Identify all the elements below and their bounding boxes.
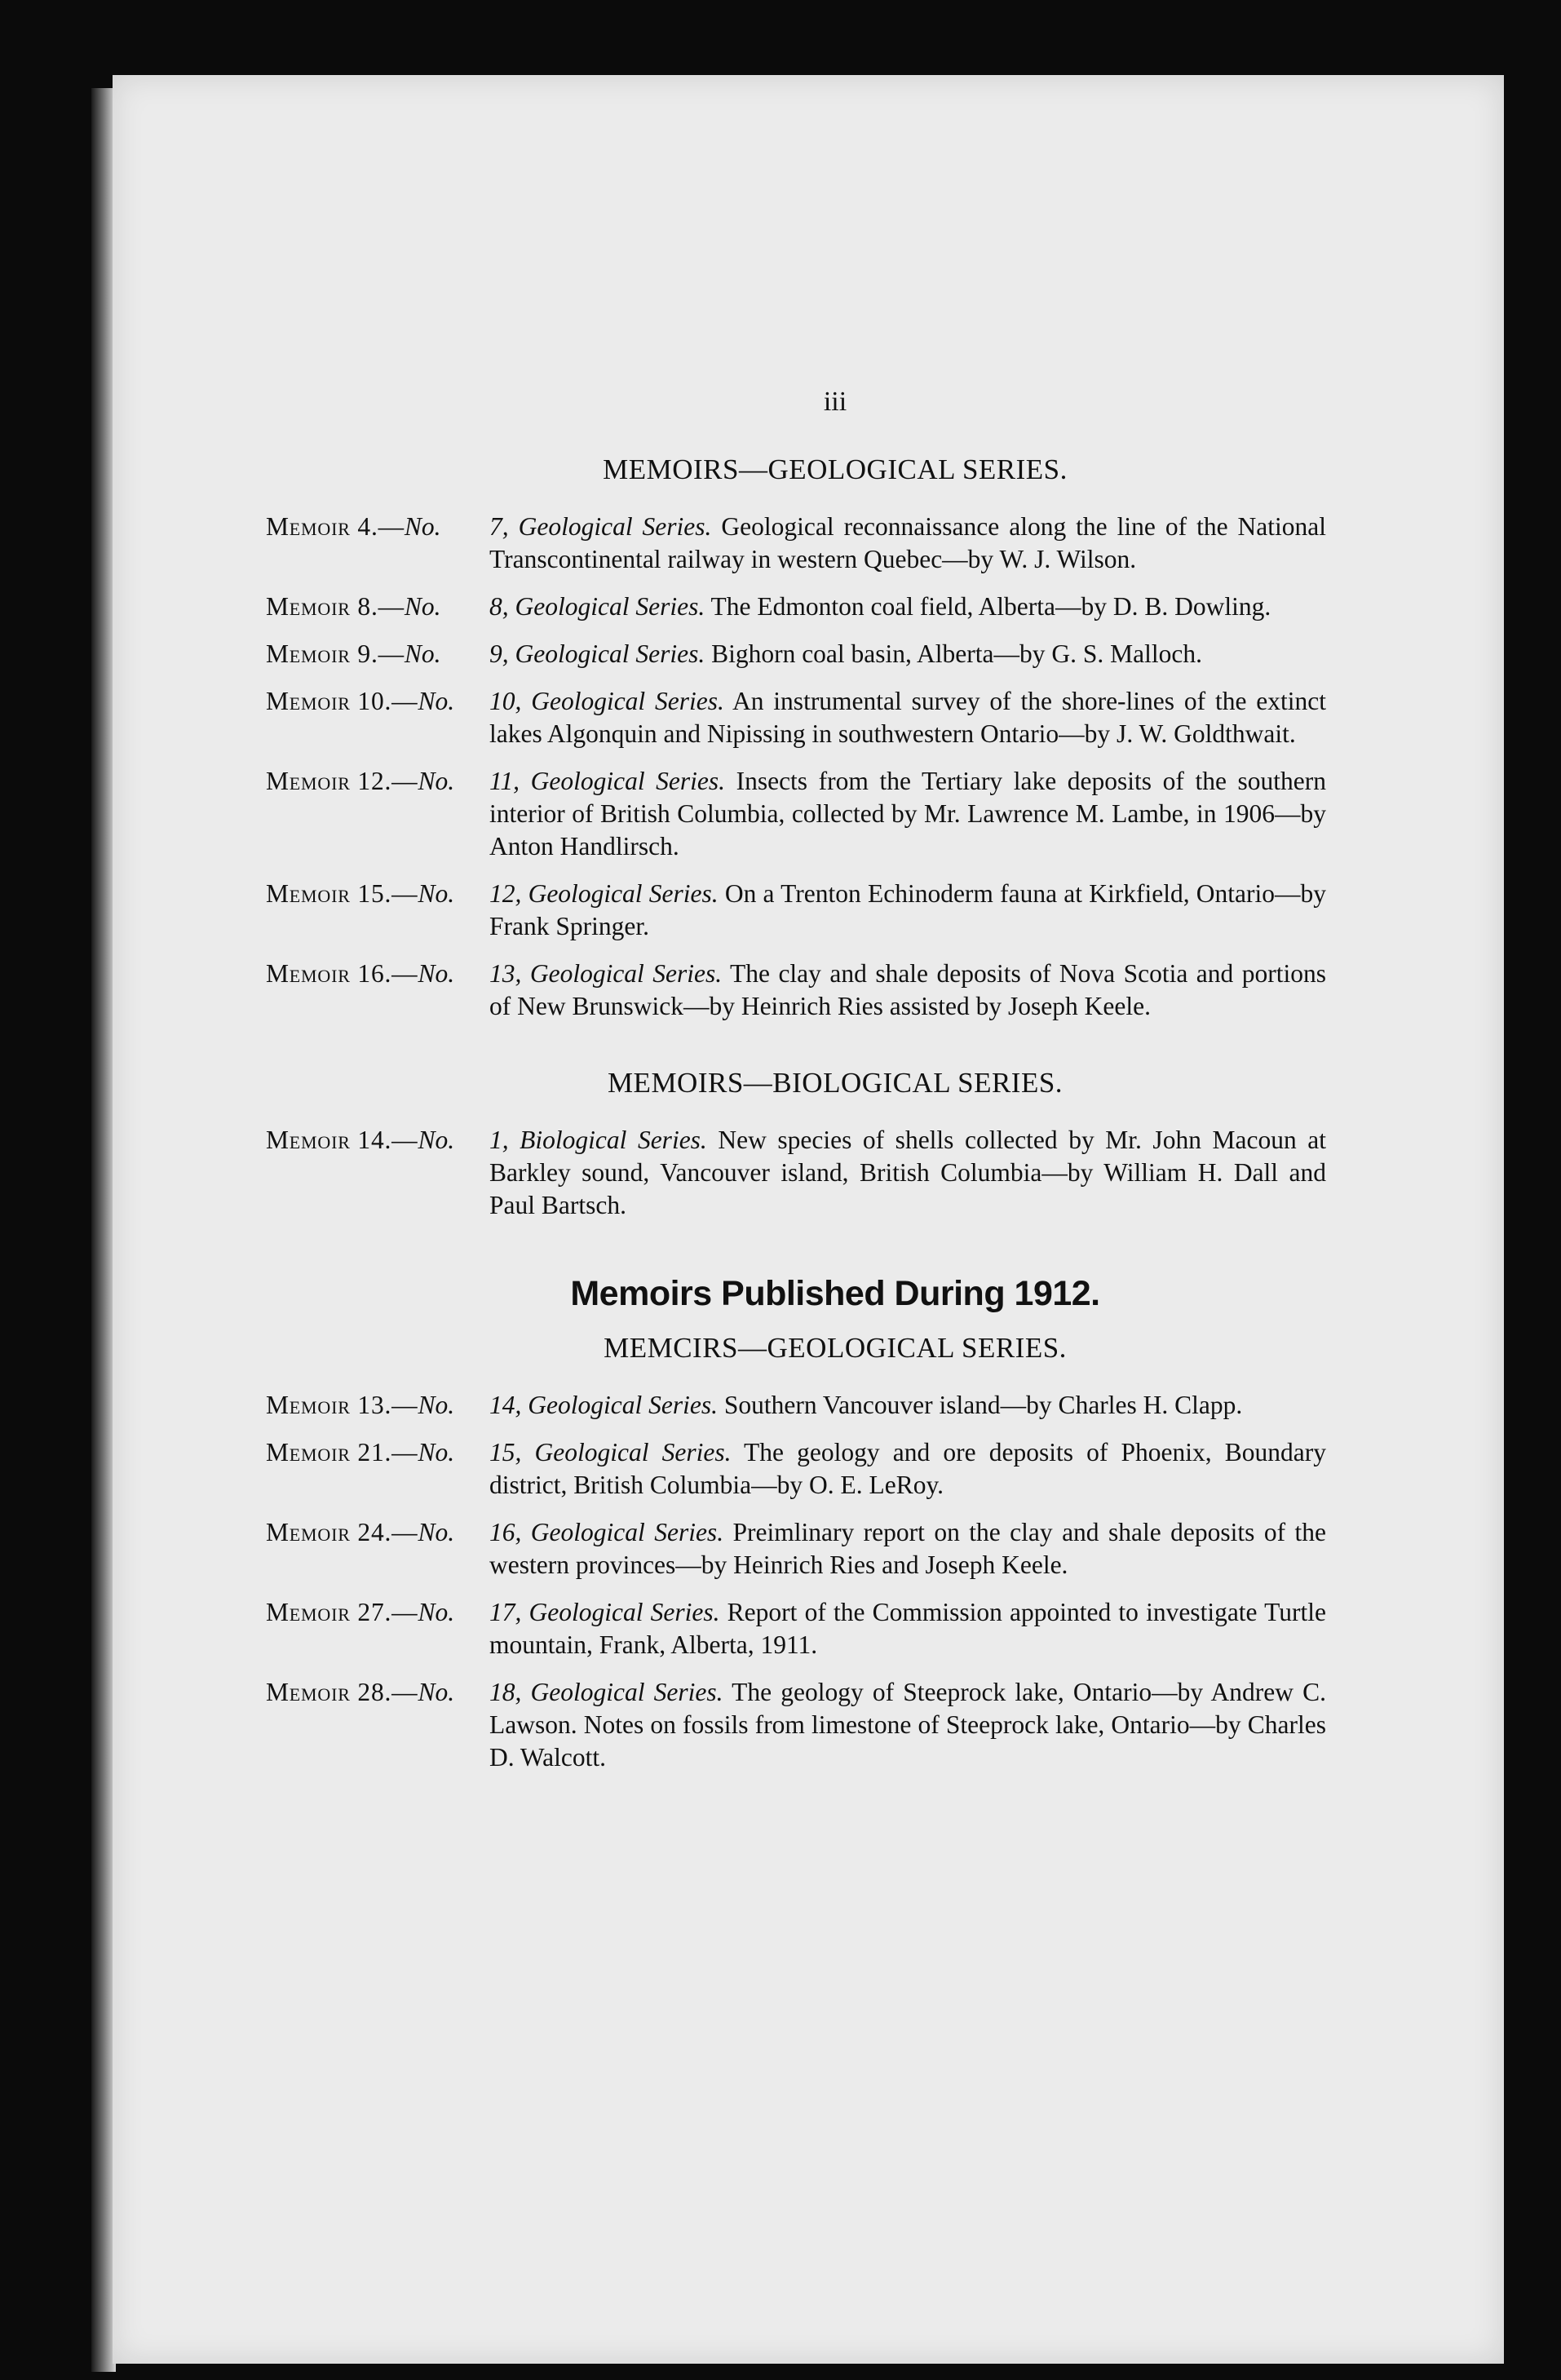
memoir-title: Geological reconnaissance along the line of the National Transcontinental railway in western Quebec—by W. J. Wilson.: [489, 512, 1327, 573]
memoir-word: Memoir: [266, 1438, 351, 1466]
memoir-word: Memoir: [266, 767, 351, 795]
series-no-label: No.: [418, 687, 455, 715]
memoir-word: Memoir: [266, 879, 351, 908]
memoir-label: [266, 1436, 489, 1502]
series-number: 9, Geological Series.: [489, 639, 705, 668]
page-content: [266, 387, 1326, 1789]
memoir-title: Report of the Commission appointed to investigate Turtle mountain, Frank, Alberta, 1911.: [489, 1598, 1326, 1659]
memoir-title: The geology of Steeprock lake, Ontario—by Andrew C. Lawson. Notes on fossils from limestone of Steeprock lake, Ontario—by Charles D. Walcott.: [489, 1678, 1326, 1772]
memoir-number: 13.—: [357, 1391, 418, 1419]
memoir-number: 24.—: [357, 1518, 418, 1546]
page-number: iii: [823, 387, 847, 417]
memoir-entry: [266, 1516, 1326, 1582]
memoir-title: The clay and shale deposits of Nova Scotia and portions of New Brunswick—by Heinrich Ries assisted by Joseph Keele.: [489, 959, 1326, 1020]
memoir-label: [266, 685, 489, 750]
memoir-word: Memoir: [266, 959, 351, 988]
memoir-number: 21.—: [357, 1438, 418, 1466]
series-no-label: No.: [418, 1126, 455, 1154]
memoir-label: [266, 1389, 489, 1422]
memoir-word: Memoir: [266, 639, 351, 668]
series-number: 8, Geological Series.: [489, 592, 705, 621]
series-number: 12, Geological Series.: [489, 879, 719, 908]
memoir-label: [266, 1516, 489, 1582]
memoir-title: The geology and ore deposits of Phoenix, Boundary district, British Columbia—by O. E. LeRoy.: [489, 1438, 1326, 1499]
series-no-label: No.: [418, 1438, 455, 1466]
series-number: 14, Geological Series.: [489, 1391, 718, 1419]
memoir-label: [266, 958, 489, 1023]
memoir-entry: [266, 1389, 1326, 1422]
memoir-title: On a Trenton Echinoderm fauna at Kirkfield, Ontario—by Frank Springer.: [489, 879, 1326, 940]
memoir-description: [489, 1516, 1326, 1582]
memoir-number: 27.—: [357, 1598, 418, 1626]
memoir-title: Preimlinary report on the clay and shale deposits of the western provinces—by Heinrich Ries and Joseph Keele.: [489, 1518, 1326, 1579]
memoir-description: [489, 1596, 1326, 1661]
series-heading: MEMOIRS—BIOLOGICAL SERIES.: [607, 1067, 1064, 1099]
memoir-description: [489, 511, 1326, 576]
memoir-entry: [266, 958, 1326, 1023]
document-page: [113, 75, 1504, 2364]
memoir-entry: [266, 685, 1326, 750]
series-heading: MEMOIRS—GEOLOGICAL SERIES.: [603, 453, 1068, 485]
memoir-label: [266, 1676, 489, 1774]
memoir-title: The Edmonton coal field, Alberta—by D. B. Dowling.: [705, 592, 1271, 621]
memoir-entry: [266, 1124, 1326, 1222]
memoir-label: [266, 1124, 489, 1222]
memoir-number: 4.—: [357, 512, 405, 541]
memoir-title: Southern Vancouver island—by Charles H. Clapp.: [717, 1391, 1243, 1419]
series-number: 13, Geological Series.: [489, 959, 723, 988]
memoir-label: [266, 765, 489, 863]
series-no-label: No.: [404, 639, 441, 668]
memoir-number: 12.—: [357, 767, 418, 795]
memoir-description: [489, 591, 1326, 623]
memoir-entry: [266, 1676, 1326, 1774]
memoir-description: [489, 958, 1326, 1023]
memoir-description: [489, 1124, 1326, 1222]
memoir-entry: [266, 1596, 1326, 1661]
memoir-word: Memoir: [266, 592, 351, 621]
memoir-description: [489, 765, 1326, 863]
memoir-word: Memoir: [266, 1678, 351, 1706]
memoir-entry: [266, 1436, 1326, 1502]
memoir-description: [489, 685, 1326, 750]
memoir-description: [489, 1389, 1326, 1422]
memoir-word: Memoir: [266, 1126, 351, 1154]
memoir-entry: [266, 765, 1326, 863]
memoir-word: Memoir: [266, 1391, 351, 1419]
series-number: 18, Geological Series.: [489, 1678, 723, 1706]
series-number: 10, Geological Series.: [489, 687, 724, 715]
series-no-label: No.: [418, 879, 455, 908]
memoir-entry: [266, 638, 1326, 670]
series-no-label: No.: [404, 592, 441, 621]
series-no-label: No.: [418, 1598, 455, 1626]
memoir-title: An instrumental survey of the shore-lines of the extinct lakes Algonquin and Nipissing in southwestern Ontario—by J. W. Goldthwait.: [489, 687, 1326, 748]
memoir-number: 14.—: [357, 1126, 418, 1154]
series-no-label: No.: [404, 512, 441, 541]
memoir-number: 16.—: [357, 959, 418, 988]
memoir-description: [489, 1676, 1326, 1774]
memoir-word: Memoir: [266, 512, 351, 541]
published-heading: Memoirs Published During 1912.: [570, 1274, 1100, 1313]
memoir-label: [266, 638, 489, 670]
memoir-title: Insects from the Tertiary lake deposits of the southern interior of British Columbia, collected by Mr. Lawrence M. Lambe, in 1906—by Anton Handlirsch.: [489, 767, 1326, 860]
memoir-number: 15.—: [357, 879, 418, 908]
series-number: 7, Geological Series.: [489, 512, 712, 541]
series-number: 15, Geological Series.: [489, 1438, 732, 1466]
series-number: 11, Geological Series.: [489, 767, 726, 795]
memoir-label: [266, 878, 489, 943]
series-heading: MEMCIRS—GEOLOGICAL SERIES.: [604, 1332, 1067, 1364]
memoir-label: [266, 511, 489, 576]
memoirs-sections: [266, 453, 1326, 1222]
memoir-label: [266, 1596, 489, 1661]
series-number: 1, Biological Series.: [489, 1126, 707, 1154]
memoir-entry: [266, 511, 1326, 576]
memoir-word: Memoir: [266, 1598, 351, 1626]
memoirs-1912-sections: [266, 1332, 1326, 1774]
memoir-number: 9.—: [357, 639, 405, 668]
series-number: 16, Geological Series.: [489, 1518, 724, 1546]
memoir-word: Memoir: [266, 687, 351, 715]
series-number: 17, Geological Series.: [489, 1598, 720, 1626]
memoir-description: [489, 1436, 1326, 1502]
memoir-title: New species of shells collected by Mr. John Macoun at Barkley sound, Vancouver island, British Columbia—by William H. Dall and Paul Bartsch.: [489, 1126, 1326, 1219]
memoir-number: 10.—: [357, 687, 418, 715]
memoir-label: [266, 591, 489, 623]
memoir-description: [489, 638, 1326, 670]
series-no-label: No.: [418, 767, 455, 795]
series-no-label: No.: [418, 1678, 455, 1706]
memoir-title: Bighorn coal basin, Alberta—by G. S. Malloch.: [705, 639, 1202, 668]
series-no-label: No.: [418, 1391, 455, 1419]
series-no-label: No.: [418, 959, 455, 988]
memoir-entry: [266, 591, 1326, 623]
memoir-number: 28.—: [357, 1678, 418, 1706]
memoir-description: [489, 878, 1326, 943]
memoir-entry: [266, 878, 1326, 943]
memoir-word: Memoir: [266, 1518, 351, 1546]
memoir-number: 8.—: [357, 592, 405, 621]
series-no-label: No.: [418, 1518, 455, 1546]
